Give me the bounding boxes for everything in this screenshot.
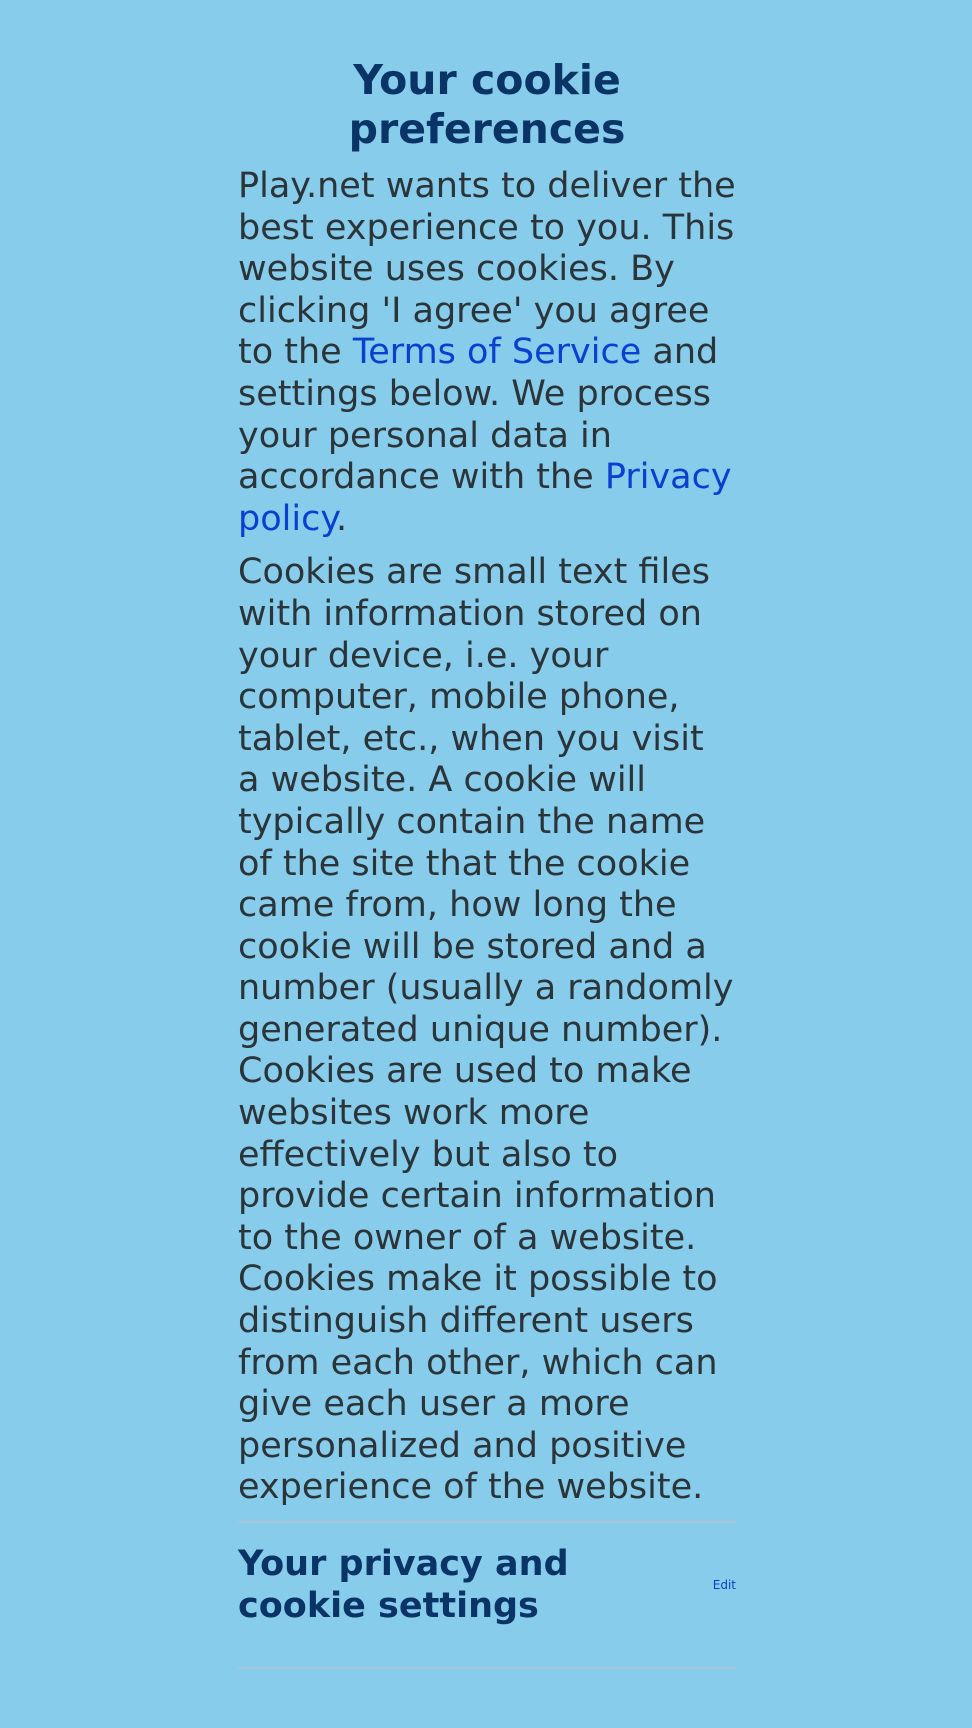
cookie-preferences-dialog bbox=[238, 56, 736, 1669]
intro-text-1: Play.net wants to deliver the best experience to you. This website uses cookies. By clicking 'I agree' you agree to the bbox=[238, 166, 736, 373]
intro-paragraph bbox=[238, 166, 736, 540]
privacy-settings-row bbox=[238, 1523, 736, 1667]
divider-bottom bbox=[238, 1667, 736, 1669]
dialog-title: Your cookie preferences bbox=[348, 56, 626, 153]
edit-settings-link[interactable]: Edit bbox=[712, 1578, 736, 1592]
privacy-settings-title: Your privacy and cookie settings bbox=[238, 1544, 569, 1626]
cookie-explanation-paragraph: Cookies are small text files with information stored on your device, i.e. your computer, mobile phone, tablet, etc., when you visit a website. A cookie will typically contain the name of the site that the cookie came from, how long the cookie will be stored and a number (usually a randomly generated unique number). Cookies are used to make websites work more effectively but also to provide certain information to the owner of a website. Cookies make it possible to distinguish different users from each other, which can give each user a more personalized and positive experience of the website. bbox=[238, 552, 734, 1508]
intro-text-2: and settings below. We process your personal data in accordance with the bbox=[238, 332, 719, 498]
privacy-policy-link[interactable]: Privacy policy bbox=[238, 457, 732, 539]
terms-of-service-link[interactable]: Terms of Service bbox=[352, 332, 642, 373]
intro-text-3: . bbox=[336, 498, 348, 539]
